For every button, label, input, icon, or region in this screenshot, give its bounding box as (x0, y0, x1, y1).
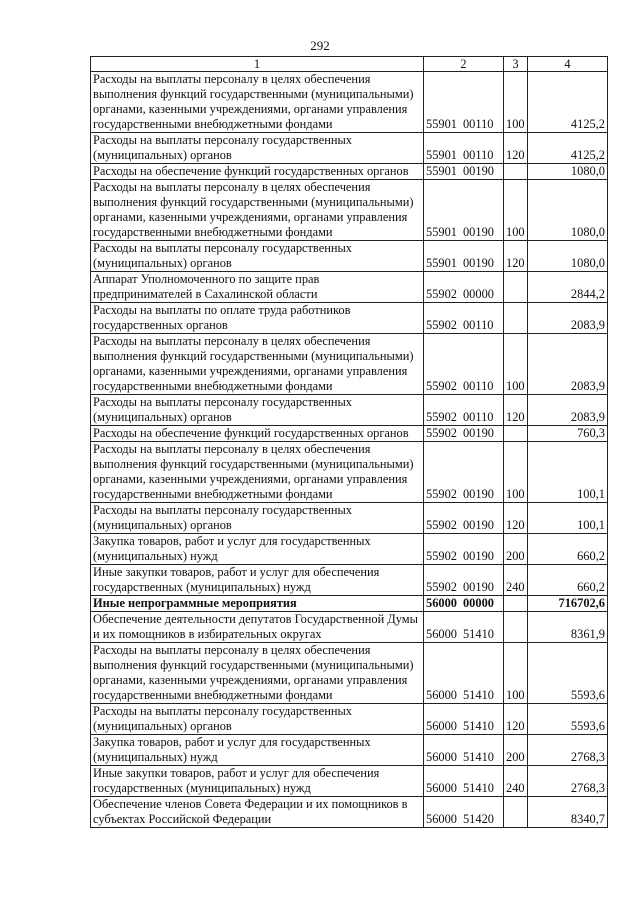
row-code (424, 426, 504, 442)
direction-code: 00190 (462, 549, 494, 563)
row-description: Обеспечение деятельности депутатов Государственной Думы и их помощников в избирательных округах (91, 612, 424, 643)
table-row (91, 72, 608, 133)
row-amount: 660,2 (528, 565, 608, 596)
row-code (424, 643, 504, 704)
table-header (91, 57, 608, 72)
program-code: 56000 (426, 719, 457, 733)
row-code (424, 503, 504, 534)
direction-code: 00110 (462, 410, 494, 424)
direction-code: 00110 (462, 318, 494, 332)
row-description: Расходы на выплаты персоналу государственных (муниципальных) органов (91, 395, 424, 426)
program-code: 56000 (426, 627, 457, 641)
table-row (91, 180, 608, 241)
direction-code: 00190 (462, 256, 494, 270)
program-code: 56000 (426, 688, 457, 702)
table-row (91, 334, 608, 395)
program-code: 55901 (426, 148, 457, 162)
page-number: 292 (310, 38, 330, 53)
direction-code: 00110 (462, 148, 494, 162)
row-description: Закупка товаров, работ и услуг для государственных (муниципальных) нужд (91, 735, 424, 766)
program-code: 56000 (426, 781, 457, 795)
direction-code: 00110 (462, 117, 494, 131)
program-code: 55901 (426, 256, 457, 270)
table-row (91, 503, 608, 534)
row-code (424, 241, 504, 272)
row-description: Расходы на обеспечение функций государственных органов (91, 164, 424, 180)
table-row (91, 272, 608, 303)
table-row (91, 735, 608, 766)
column-header-4: 4 (528, 57, 608, 72)
program-code: 55902 (426, 410, 457, 424)
row-amount: 8340,7 (528, 797, 608, 828)
expense-type-code (504, 272, 528, 303)
row-code (424, 534, 504, 565)
row-amount: 5593,6 (528, 643, 608, 704)
table-row (91, 426, 608, 442)
row-amount: 1080,0 (528, 164, 608, 180)
row-amount: 760,3 (528, 426, 608, 442)
expense-type-code: 100 (504, 180, 528, 241)
program-code: 56000 (426, 812, 457, 826)
expense-type-code (504, 303, 528, 334)
table-row (91, 612, 608, 643)
row-amount: 100,1 (528, 442, 608, 503)
row-description: Иные закупки товаров, работ и услуг для обеспечения государственных (муниципальных) нужд (91, 766, 424, 797)
direction-code: 00190 (462, 225, 494, 239)
row-description: Обеспечение членов Совета Федерации и их помощников в субъектах Российской Федерации (91, 797, 424, 828)
expense-type-code: 240 (504, 565, 528, 596)
column-header-1: 1 (91, 57, 424, 72)
row-amount: 660,2 (528, 534, 608, 565)
row-code (424, 180, 504, 241)
expense-type-code (504, 164, 528, 180)
expense-type-code: 100 (504, 72, 528, 133)
program-code: 56000 (426, 750, 457, 764)
row-code (424, 797, 504, 828)
row-code (424, 272, 504, 303)
direction-code: 51410 (462, 627, 494, 641)
row-amount: 2083,9 (528, 395, 608, 426)
budget-table (90, 56, 608, 828)
row-amount: 4125,2 (528, 72, 608, 133)
row-amount: 100,1 (528, 503, 608, 534)
expense-type-code: 100 (504, 334, 528, 395)
row-amount: 5593,6 (528, 704, 608, 735)
expense-type-code: 120 (504, 133, 528, 164)
row-amount: 2768,3 (528, 766, 608, 797)
expense-type-code: 120 (504, 503, 528, 534)
direction-code: 00000 (462, 596, 494, 610)
table-row (91, 797, 608, 828)
row-description: Закупка товаров, работ и услуг для государственных (муниципальных) нужд (91, 534, 424, 565)
table-row (91, 565, 608, 596)
column-header-3: 3 (504, 57, 528, 72)
row-code (424, 596, 504, 612)
direction-code: 51420 (462, 812, 494, 826)
row-amount: 2083,9 (528, 334, 608, 395)
expense-type-code (504, 612, 528, 643)
expense-type-code (504, 596, 528, 612)
direction-code: 00190 (462, 580, 494, 594)
row-description: Расходы на обеспечение функций государственных органов (91, 426, 424, 442)
row-description: Аппарат Уполномоченного по защите прав предпринимателей в Сахалинской области (91, 272, 424, 303)
row-description: Расходы на выплаты персоналу в целях обеспечения выполнения функций государственными (муниципальными) органами, казенными учреждениями, органами управления государственными внебюджетными фондами (91, 442, 424, 503)
expense-type-code: 120 (504, 241, 528, 272)
expense-type-code: 100 (504, 442, 528, 503)
program-code: 55902 (426, 487, 457, 501)
header-row (91, 57, 608, 72)
row-code (424, 133, 504, 164)
row-code (424, 395, 504, 426)
row-description: Иные закупки товаров, работ и услуг для обеспечения государственных (муниципальных) нужд (91, 565, 424, 596)
table-row (91, 534, 608, 565)
row-description: Расходы на выплаты персоналу государственных (муниципальных) органов (91, 503, 424, 534)
program-code: 55901 (426, 225, 457, 239)
row-code (424, 766, 504, 797)
row-code (424, 303, 504, 334)
program-code: 55902 (426, 379, 457, 393)
direction-code: 00110 (462, 379, 494, 393)
row-amount: 1080,0 (528, 180, 608, 241)
row-description: Расходы на выплаты персоналу в целях обеспечения выполнения функций государственными (муниципальными) органами, казенными учреждениями, органами управления государственными внебюджетными фондами (91, 334, 424, 395)
table-row (91, 643, 608, 704)
column-header-2: 2 (424, 57, 504, 72)
direction-code: 00190 (462, 518, 494, 532)
table-row (91, 704, 608, 735)
row-code (424, 735, 504, 766)
direction-code: 00190 (462, 164, 494, 178)
direction-code: 00190 (462, 487, 494, 501)
table-row (91, 395, 608, 426)
expense-type-code: 120 (504, 395, 528, 426)
row-description: Расходы на выплаты персоналу в целях обеспечения выполнения функций государственными (муниципальными) органами, казенными учреждениями, органами управления государственными внебюджетными фондами (91, 643, 424, 704)
row-code (424, 612, 504, 643)
expense-type-code (504, 426, 528, 442)
table-body (91, 72, 608, 828)
table-row (91, 303, 608, 334)
direction-code: 00000 (462, 287, 494, 301)
row-code (424, 565, 504, 596)
direction-code: 51410 (462, 750, 494, 764)
row-description: Расходы на выплаты персоналу государственных (муниципальных) органов (91, 241, 424, 272)
expense-type-code: 240 (504, 766, 528, 797)
expense-type-code: 200 (504, 534, 528, 565)
table-row (91, 133, 608, 164)
table-row (91, 164, 608, 180)
row-description: Расходы на выплаты персоналу в целях обеспечения выполнения функций государственными (муниципальными) органами, казенными учреждениями, органами управления государственными внебюджетными фондами (91, 180, 424, 241)
program-code: 56000 (426, 596, 457, 610)
expense-type-code (504, 797, 528, 828)
expense-type-code: 200 (504, 735, 528, 766)
program-code: 55902 (426, 318, 457, 332)
row-code (424, 334, 504, 395)
expense-type-code: 100 (504, 643, 528, 704)
row-description: Расходы на выплаты персоналу в целях обеспечения выполнения функций государственными (муниципальными) органами, казенными учреждениями, органами управления государственными внебюджетными фондами (91, 72, 424, 133)
row-description: Расходы на выплаты персоналу государственных (муниципальных) органов (91, 704, 424, 735)
program-code: 55902 (426, 518, 457, 532)
row-description: Иные непрограммные мероприятия (91, 596, 424, 612)
row-code (424, 442, 504, 503)
row-code (424, 72, 504, 133)
row-amount: 2844,2 (528, 272, 608, 303)
row-amount: 4125,2 (528, 133, 608, 164)
table-row (91, 596, 608, 612)
row-description: Расходы на выплаты по оплате труда работников государственных органов (91, 303, 424, 334)
program-code: 55902 (426, 549, 457, 563)
table-row (91, 766, 608, 797)
program-code: 55901 (426, 164, 457, 178)
program-code: 55902 (426, 580, 457, 594)
row-code (424, 164, 504, 180)
row-amount: 2083,9 (528, 303, 608, 334)
row-code (424, 704, 504, 735)
row-amount: 8361,9 (528, 612, 608, 643)
row-description: Расходы на выплаты персоналу государственных (муниципальных) органов (91, 133, 424, 164)
row-amount: 716702,6 (528, 596, 608, 612)
program-code: 55902 (426, 426, 457, 440)
direction-code: 51410 (462, 781, 494, 795)
program-code: 55902 (426, 287, 457, 301)
row-amount: 2768,3 (528, 735, 608, 766)
direction-code: 51410 (462, 719, 494, 733)
table-row (91, 442, 608, 503)
direction-code: 51410 (462, 688, 494, 702)
expense-type-code: 120 (504, 704, 528, 735)
direction-code: 00190 (462, 426, 494, 440)
row-amount: 1080,0 (528, 241, 608, 272)
program-code: 55901 (426, 117, 457, 131)
table-row (91, 241, 608, 272)
